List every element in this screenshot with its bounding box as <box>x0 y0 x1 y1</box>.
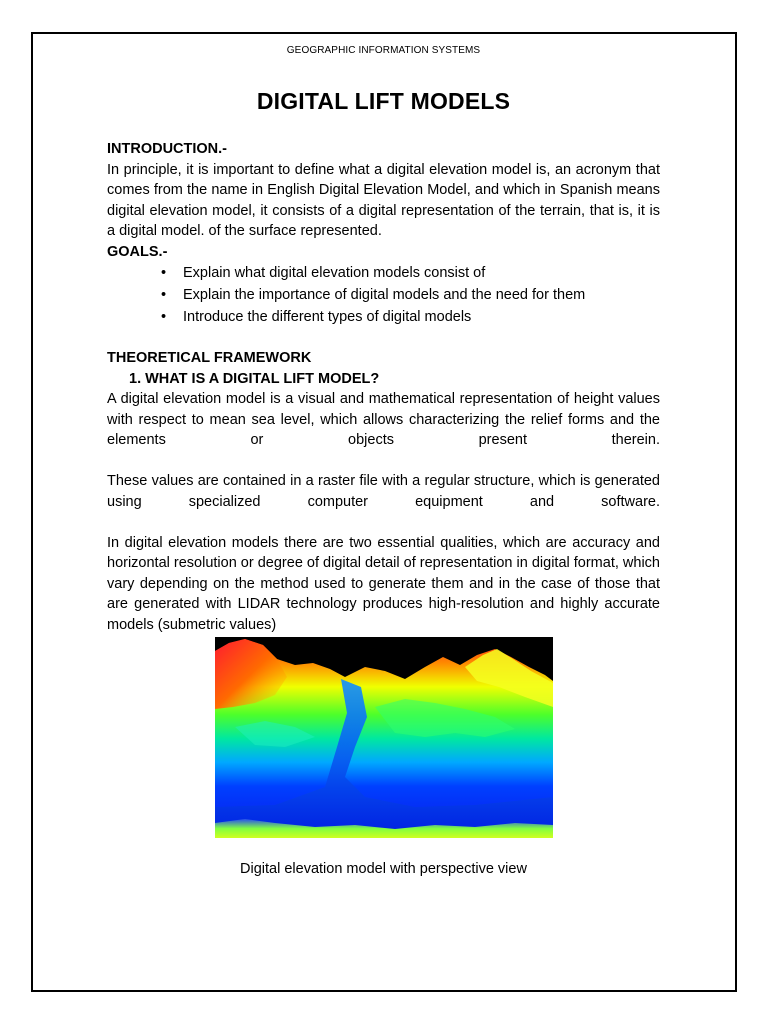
paragraph-raster: These values are contained in a raster file with a regular structure, which is generated using specialized computer equipment and software. <box>107 473 660 510</box>
paragraph-spacer <box>107 451 660 472</box>
list-item: • Explain the importance of digital models and the need for them <box>183 284 660 306</box>
running-header: GEOGRAPHIC INFORMATION SYSTEMS <box>286 45 481 56</box>
goals-heading: GOALS.- <box>107 243 168 260</box>
introduction-heading: INTRODUCTION.- <box>107 141 228 157</box>
introduction-paragraph: In principle, it is important to define what a digital elevation model is, an acronym that comes from the name in English Digital Elevation Model, and which in Spanish means digital elevation model, it consists of a digital representation of the terrain, that is, it is a digital model. of the surface represented. <box>107 161 660 239</box>
paragraph-definition: A digital elevation model is a visual and mathematical representation of height values with respect to mean sea level, which allows characterizing the relief forms and the elements or objects present therein. <box>107 391 660 448</box>
document-body <box>107 32 660 877</box>
list-item: • Introduce the different types of digital models <box>183 306 660 328</box>
list-item: • Explain what digital elevation models consist of <box>183 262 660 284</box>
figure-caption: Digital elevation model with perspective view <box>240 861 527 877</box>
document-title: DIGITAL LIFT MODELS <box>256 88 511 114</box>
paragraph-spacer <box>107 512 660 533</box>
paragraph-qualities: In digital elevation models there are two essential qualities, which are accuracy and horizontal resolution or degree of digital detail of representation in digital format, which vary depending on the method used to generate them and in the case of those that are generated with LIDAR technology produces high-resolution and highly accurate models (submetric values) <box>107 534 660 633</box>
elevation-model-image <box>215 637 553 838</box>
framework-heading: THEORETICAL FRAMEWORK <box>107 350 312 366</box>
numbered-subheading: 1. WHAT IS A DIGITAL LIFT MODEL? <box>129 370 380 387</box>
goals-list <box>107 262 660 328</box>
